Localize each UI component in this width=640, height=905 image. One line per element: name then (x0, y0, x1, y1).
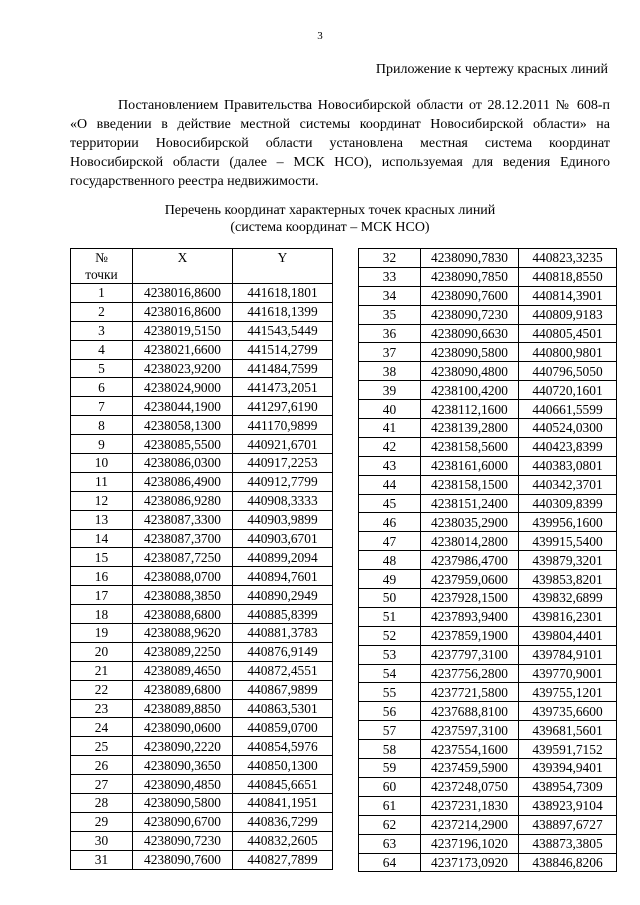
y-coordinate: 440908,3333 (233, 491, 333, 510)
x-coordinate: 4237459,5900 (421, 759, 519, 778)
table-row (359, 286, 617, 305)
y-coordinate: 439755,1201 (519, 683, 617, 702)
y-coordinate: 440832,2605 (233, 831, 333, 850)
header-x: X (133, 249, 233, 284)
point-number: 34 (359, 286, 421, 305)
y-coordinate: 439735,6600 (519, 702, 617, 721)
table-row (359, 777, 617, 796)
table-row (359, 513, 617, 532)
point-number: 25 (71, 737, 133, 756)
table-row (71, 756, 333, 775)
point-number: 53 (359, 645, 421, 664)
table-row (71, 624, 333, 643)
x-coordinate: 4237597,3100 (421, 721, 519, 740)
table-row (359, 494, 617, 513)
y-coordinate: 440841,1951 (233, 794, 333, 813)
point-number: 2 (71, 302, 133, 321)
y-coordinate: 441473,2051 (233, 378, 333, 397)
table-row (359, 740, 617, 759)
x-coordinate: 4237721,5800 (421, 683, 519, 702)
table-row (359, 324, 617, 343)
x-coordinate: 4238089,2250 (133, 642, 233, 661)
point-number: 23 (71, 699, 133, 718)
table-row (71, 775, 333, 794)
table-row (359, 570, 617, 589)
point-number: 47 (359, 532, 421, 551)
y-coordinate: 440818,8550 (519, 267, 617, 286)
point-number: 10 (71, 454, 133, 473)
list-title (0, 202, 640, 236)
x-coordinate: 4238090,5800 (133, 794, 233, 813)
point-number: 64 (359, 853, 421, 872)
x-coordinate: 4237893,9400 (421, 607, 519, 626)
table-row (71, 510, 333, 529)
x-coordinate: 4237173,0920 (421, 853, 519, 872)
table-row (71, 340, 333, 359)
y-coordinate: 440383,0801 (519, 456, 617, 475)
x-coordinate: 4238024,9000 (133, 378, 233, 397)
x-coordinate: 4238161,6000 (421, 456, 519, 475)
table-row (359, 475, 617, 494)
x-coordinate: 4238112,1600 (421, 400, 519, 419)
y-coordinate: 440823,3235 (519, 249, 617, 268)
point-number: 44 (359, 475, 421, 494)
table-row (359, 343, 617, 362)
point-number: 52 (359, 626, 421, 645)
x-coordinate: 4237756,2800 (421, 664, 519, 683)
x-coordinate: 4238087,7250 (133, 548, 233, 567)
table-row (71, 491, 333, 510)
point-number: 11 (71, 472, 133, 491)
list-title-line1: Перечень координат характерных точек красных линий (164, 203, 496, 218)
point-number: 1 (71, 284, 133, 303)
x-coordinate: 4237214,2900 (421, 815, 519, 834)
header-num-line1: № (95, 250, 108, 265)
y-coordinate: 440423,8399 (519, 437, 617, 456)
x-coordinate: 4237797,3100 (421, 645, 519, 664)
table-row (359, 607, 617, 626)
x-coordinate: 4238088,9620 (133, 624, 233, 643)
point-number: 19 (71, 624, 133, 643)
y-coordinate: 440796,5050 (519, 362, 617, 381)
x-coordinate: 4238035,2900 (421, 513, 519, 532)
table-row (71, 680, 333, 699)
point-number: 38 (359, 362, 421, 381)
table-row (359, 853, 617, 872)
table-row (359, 626, 617, 645)
x-coordinate: 4238090,7850 (421, 267, 519, 286)
x-coordinate: 4238089,8850 (133, 699, 233, 718)
table-row (71, 435, 333, 454)
x-coordinate: 4237688,8100 (421, 702, 519, 721)
point-number: 33 (359, 267, 421, 286)
y-coordinate: 440903,6701 (233, 529, 333, 548)
point-number: 45 (359, 494, 421, 513)
y-coordinate: 440894,7601 (233, 567, 333, 586)
point-number: 5 (71, 359, 133, 378)
y-coordinate: 440885,8399 (233, 605, 333, 624)
x-coordinate: 4238016,8600 (133, 302, 233, 321)
y-coordinate: 440876,9149 (233, 642, 333, 661)
table-row (71, 397, 333, 416)
table-row (359, 796, 617, 815)
y-coordinate: 438897,6727 (519, 815, 617, 834)
page-number: 3 (317, 30, 323, 42)
x-coordinate: 4238087,3700 (133, 529, 233, 548)
y-coordinate: 438954,7309 (519, 777, 617, 796)
y-coordinate: 440912,7799 (233, 472, 333, 491)
x-coordinate: 4238090,2220 (133, 737, 233, 756)
intro-paragraph: Постановлением Правительства Новосибирской области от 28.12.2011 № 608-п «О введении в действие местной системы координат Новосибирской области» на территории Новосибирской области установлена местная система координат Новосибирской области (далее – МСК НСО), используемая для ведения Единого государственного реестра недвижимости. (70, 98, 610, 189)
y-coordinate: 440850,1300 (233, 756, 333, 775)
y-coordinate: 441543,5449 (233, 321, 333, 340)
x-coordinate: 4238090,7230 (133, 831, 233, 850)
point-number: 6 (71, 378, 133, 397)
x-coordinate: 4238090,5800 (421, 343, 519, 362)
x-coordinate: 4238089,6800 (133, 680, 233, 699)
point-number: 48 (359, 551, 421, 570)
y-coordinate: 441618,1399 (233, 302, 333, 321)
table-row (71, 737, 333, 756)
table-row (359, 267, 617, 286)
x-coordinate: 4238090,4850 (133, 775, 233, 794)
table-row (359, 400, 617, 419)
point-number: 15 (71, 548, 133, 567)
table-row (71, 416, 333, 435)
x-coordinate: 4237928,1500 (421, 589, 519, 608)
table-row (71, 812, 333, 831)
x-coordinate: 4238090,3650 (133, 756, 233, 775)
x-coordinate: 4238090,6700 (133, 812, 233, 831)
point-number: 62 (359, 815, 421, 834)
point-number: 57 (359, 721, 421, 740)
table-row (71, 642, 333, 661)
y-coordinate: 440524,0300 (519, 419, 617, 438)
y-coordinate: 440309,8399 (519, 494, 617, 513)
y-coordinate: 440720,1601 (519, 381, 617, 400)
point-number: 13 (71, 510, 133, 529)
point-number: 39 (359, 381, 421, 400)
point-number: 7 (71, 397, 133, 416)
point-number: 46 (359, 513, 421, 532)
y-coordinate: 440863,5301 (233, 699, 333, 718)
point-number: 22 (71, 680, 133, 699)
point-number: 41 (359, 419, 421, 438)
point-number: 56 (359, 702, 421, 721)
point-number: 18 (71, 605, 133, 624)
table-row (71, 548, 333, 567)
y-coordinate: 441170,9899 (233, 416, 333, 435)
point-number: 9 (71, 435, 133, 454)
point-number: 55 (359, 683, 421, 702)
x-coordinate: 4238086,9280 (133, 491, 233, 510)
point-number: 59 (359, 759, 421, 778)
point-number: 14 (71, 529, 133, 548)
table-row (359, 249, 617, 268)
table-row (71, 567, 333, 586)
x-coordinate: 4238088,0700 (133, 567, 233, 586)
y-coordinate: 439879,3201 (519, 551, 617, 570)
y-coordinate: 440854,5976 (233, 737, 333, 756)
table-row (359, 702, 617, 721)
x-coordinate: 4237859,1900 (421, 626, 519, 645)
point-number: 20 (71, 642, 133, 661)
x-coordinate: 4238090,7600 (421, 286, 519, 305)
x-coordinate: 4238100,4200 (421, 381, 519, 400)
x-coordinate: 4238090,7230 (421, 305, 519, 324)
point-number: 35 (359, 305, 421, 324)
y-coordinate: 439832,6899 (519, 589, 617, 608)
x-coordinate: 4238058,1300 (133, 416, 233, 435)
table-row (71, 831, 333, 850)
x-coordinate: 4238151,2400 (421, 494, 519, 513)
point-number: 58 (359, 740, 421, 759)
x-coordinate: 4238023,9200 (133, 359, 233, 378)
y-coordinate: 440903,9899 (233, 510, 333, 529)
y-coordinate: 441297,6190 (233, 397, 333, 416)
table-row (71, 302, 333, 321)
x-coordinate: 4237231,1830 (421, 796, 519, 815)
table-row (359, 759, 617, 778)
x-coordinate: 4238016,8600 (133, 284, 233, 303)
table-row (71, 850, 333, 869)
x-coordinate: 4238090,4800 (421, 362, 519, 381)
point-number: 17 (71, 586, 133, 605)
table-row (71, 359, 333, 378)
x-coordinate: 4238158,5600 (421, 437, 519, 456)
point-number: 61 (359, 796, 421, 815)
table-row (359, 456, 617, 475)
y-coordinate: 441618,1801 (233, 284, 333, 303)
y-coordinate: 440890,2949 (233, 586, 333, 605)
y-coordinate: 441514,2799 (233, 340, 333, 359)
table-row (359, 381, 617, 400)
y-coordinate: 440805,4501 (519, 324, 617, 343)
point-number: 26 (71, 756, 133, 775)
point-number: 43 (359, 456, 421, 475)
x-coordinate: 4237959,0600 (421, 570, 519, 589)
x-coordinate: 4238090,0600 (133, 718, 233, 737)
point-number: 42 (359, 437, 421, 456)
y-coordinate: 440800,9801 (519, 343, 617, 362)
x-coordinate: 4238021,6600 (133, 340, 233, 359)
table-row (71, 586, 333, 605)
y-coordinate: 439784,9101 (519, 645, 617, 664)
table-row (71, 699, 333, 718)
appendix-title: Приложение к чертежу красных линий (375, 62, 608, 77)
y-coordinate: 440845,6651 (233, 775, 333, 794)
header-y: Y (233, 249, 333, 284)
y-coordinate: 440836,7299 (233, 812, 333, 831)
x-coordinate: 4238090,7830 (421, 249, 519, 268)
header-point-number (71, 249, 133, 284)
header-num-line2: точки (85, 267, 118, 282)
point-number: 29 (71, 812, 133, 831)
table-row (71, 321, 333, 340)
y-coordinate: 440872,4551 (233, 661, 333, 680)
point-number: 63 (359, 834, 421, 853)
y-coordinate: 438923,9104 (519, 796, 617, 815)
x-coordinate: 4238158,1500 (421, 475, 519, 494)
y-coordinate: 439853,8201 (519, 570, 617, 589)
x-coordinate: 4238019,5150 (133, 321, 233, 340)
table-row (71, 284, 333, 303)
x-coordinate: 4238087,3300 (133, 510, 233, 529)
x-coordinate: 4238139,2800 (421, 419, 519, 438)
y-coordinate: 440859,0700 (233, 718, 333, 737)
x-coordinate: 4238090,6630 (421, 324, 519, 343)
y-coordinate: 439770,9001 (519, 664, 617, 683)
y-coordinate: 441484,7599 (233, 359, 333, 378)
point-number: 30 (71, 831, 133, 850)
table-row (359, 683, 617, 702)
point-number: 50 (359, 589, 421, 608)
x-coordinate: 4238086,4900 (133, 472, 233, 491)
point-number: 40 (359, 400, 421, 419)
x-coordinate: 4238090,7600 (133, 850, 233, 869)
point-number: 36 (359, 324, 421, 343)
point-number: 16 (71, 567, 133, 586)
y-coordinate: 440661,5599 (519, 400, 617, 419)
point-number: 49 (359, 570, 421, 589)
table-row (71, 661, 333, 680)
list-title-line2: (система координат – МСК НСО) (230, 220, 430, 235)
table-row (359, 532, 617, 551)
y-coordinate: 439681,5601 (519, 721, 617, 740)
y-coordinate: 439804,4401 (519, 626, 617, 645)
point-number: 8 (71, 416, 133, 435)
x-coordinate: 4238088,6800 (133, 605, 233, 624)
table-row (71, 605, 333, 624)
table-row (359, 362, 617, 381)
y-coordinate: 440827,7899 (233, 850, 333, 869)
x-coordinate: 4238085,5500 (133, 435, 233, 454)
x-coordinate: 4238088,3850 (133, 586, 233, 605)
y-coordinate: 440342,3701 (519, 475, 617, 494)
point-number: 32 (359, 249, 421, 268)
y-coordinate: 439956,1600 (519, 513, 617, 532)
table-row (71, 378, 333, 397)
x-coordinate: 4238014,2800 (421, 532, 519, 551)
point-number: 3 (71, 321, 133, 340)
x-coordinate: 4238044,1900 (133, 397, 233, 416)
table-row (359, 664, 617, 683)
table-row (359, 645, 617, 664)
point-number: 21 (71, 661, 133, 680)
y-coordinate: 440917,2253 (233, 454, 333, 473)
point-number: 24 (71, 718, 133, 737)
table-row (359, 437, 617, 456)
y-coordinate: 439394,9401 (519, 759, 617, 778)
x-coordinate: 4237196,1020 (421, 834, 519, 853)
table-row (71, 529, 333, 548)
point-number: 28 (71, 794, 133, 813)
x-coordinate: 4237986,4700 (421, 551, 519, 570)
point-number: 12 (71, 491, 133, 510)
y-coordinate: 440814,3901 (519, 286, 617, 305)
coordinates-table-right (358, 248, 617, 872)
point-number: 51 (359, 607, 421, 626)
y-coordinate: 440867,9899 (233, 680, 333, 699)
y-coordinate: 439915,5400 (519, 532, 617, 551)
table-row (71, 718, 333, 737)
table-row (359, 551, 617, 570)
x-coordinate: 4237248,0750 (421, 777, 519, 796)
table-row (359, 419, 617, 438)
table-row (359, 721, 617, 740)
table-row (359, 589, 617, 608)
point-number: 37 (359, 343, 421, 362)
table-row (359, 834, 617, 853)
point-number: 27 (71, 775, 133, 794)
table-row (359, 815, 617, 834)
y-coordinate: 438873,3805 (519, 834, 617, 853)
x-coordinate: 4238086,0300 (133, 454, 233, 473)
point-number: 31 (71, 850, 133, 869)
x-coordinate: 4237554,1600 (421, 740, 519, 759)
point-number: 60 (359, 777, 421, 796)
table-row (359, 305, 617, 324)
y-coordinate: 440899,2094 (233, 548, 333, 567)
y-coordinate: 439591,7152 (519, 740, 617, 759)
y-coordinate: 439816,2301 (519, 607, 617, 626)
y-coordinate: 440921,6701 (233, 435, 333, 454)
y-coordinate: 440809,9183 (519, 305, 617, 324)
point-number: 54 (359, 664, 421, 683)
x-coordinate: 4238089,4650 (133, 661, 233, 680)
table-row (71, 794, 333, 813)
coordinates-table-left (70, 248, 333, 870)
y-coordinate: 438846,8206 (519, 853, 617, 872)
point-number: 4 (71, 340, 133, 359)
y-coordinate: 440881,3783 (233, 624, 333, 643)
table-row (71, 472, 333, 491)
table-row (71, 454, 333, 473)
